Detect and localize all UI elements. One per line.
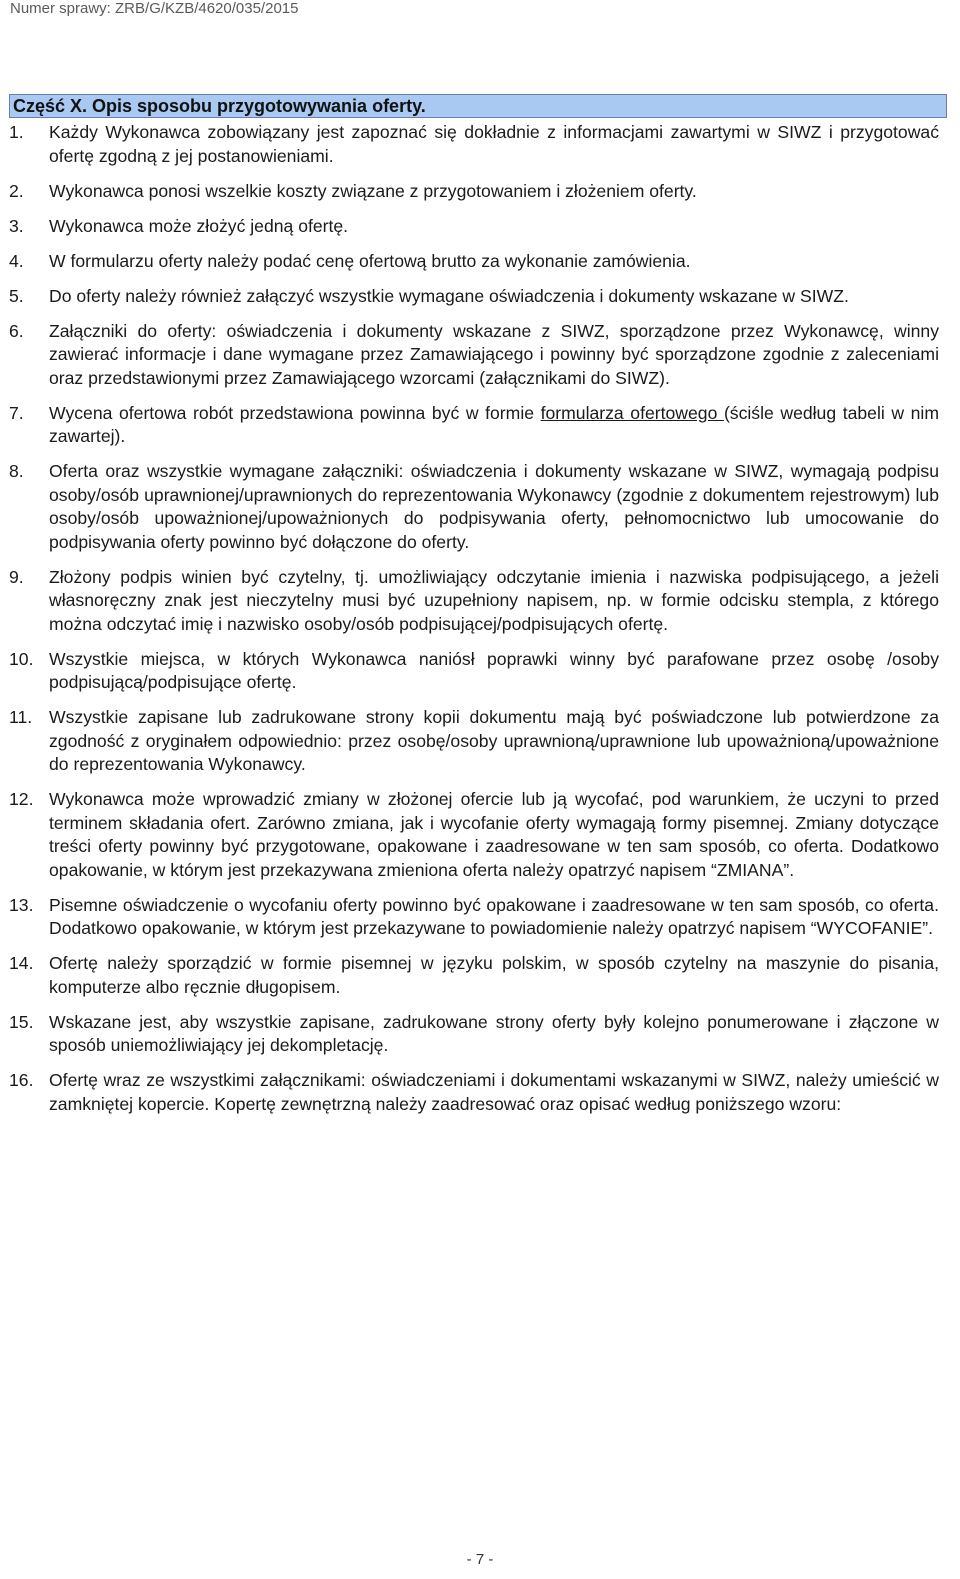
list-item [9,250,939,274]
item-number: 10. [9,648,34,669]
section-title: Część X. Opis sposobu przygotowywania oferty. [9,94,947,118]
item-number: 7. [9,402,24,423]
item-number: 6. [9,320,24,341]
list-item [9,320,939,391]
item-number: 13. [9,894,34,915]
item-text: Wykonawca ponosi wszelkie koszty związane z przygotowaniem i złożeniem oferty. [49,180,697,201]
list-item [9,1069,939,1116]
item-text: Złożony podpis winien być czytelny, tj. umożliwiający odczytanie imienia i nazwiska podpisującego, a jeżeli własnoręczny znak jest nieczytelny musi być uzupełniony napisem, np. w formie odcisku stempla, z którego można odczytać imię i nazwisko osoby/osób podpisującej/podpisujących ofertę. [49,566,939,634]
list-item [9,952,939,999]
item-number: 9. [9,566,24,587]
item-number: 15. [9,1011,34,1032]
list-item [9,285,939,309]
list-item [9,402,939,449]
item-text: Wskazane jest, aby wszystkie zapisane, zadrukowane strony oferty były kolejno ponumerowane i złączone w sposób uniemożliwiający jej dekompletację. [49,1011,939,1055]
item-text: Wszystkie miejsca, w których Wykonawca naniósł poprawki winny być parafowane przez osobę /osoby podpisującą/podpisujące ofertę. [49,648,939,692]
item-number: 14. [9,953,34,973]
list-item [9,788,939,882]
item-text-before: Wycena ofertowa robót przedstawiona powinna być w formie [49,402,541,423]
item-text: Ofertę należy sporządzić w formie pisemnej w języku polskim, w sposób czytelny na maszynie do pisania, komputerze albo ręcznie długopisem. [49,953,939,997]
item-text: Pisemne oświadczenie o wycofaniu oferty powinno być opakowane i zaadresowane w ten sam sposób, co oferta. Dodatkowo opakowanie, w którym jest przekazywane to powiadomienie należy opatrzyć napisem “WYCOFANIE”. [49,894,939,938]
item-text: Ofertę wraz ze wszystkimi załącznikami: oświadczeniami i dokumentami wskazanymi w SIWZ, należy umieścić w zamkniętej kopercie. Kopertę zewnętrzną należy zaadresować oraz opisać według poniższego wzoru: [49,1070,939,1114]
list-item [9,1011,939,1058]
instructions-list [9,121,939,1128]
list-item [9,566,939,637]
item-number: 8. [9,461,24,481]
item-text [49,402,939,449]
item-text: Załączniki do oferty: oświadczenia i dokumenty wskazane z SIWZ, sporządzone przez Wykonawcę, winny zawierać informacje i dane wymagane przez Zamawiającego i powinny być sporządzone zgodnie z zaleceniami oraz przedstawionymi przez Zamawiającego wzorcami (załącznikami do SIWZ). [49,320,939,388]
list-item [9,894,939,941]
list-item [9,121,939,168]
item-text: Wykonawca może wprowadzić zmiany w złożonej ofercie lub ją wycofać, pod warunkiem, że uczyni to przed terminem składania ofert. Zarówno zmiana, jak i wycofanie oferty wymagają formy pisemnej. Zmiany dotyczące treści oferty powinny być przygotowane, opakowane i zaadresowane w ten sam sposób, co oferta. Dodatkowo opakowanie, w którym jest przekazywana zmieniona oferta należy opatrzyć napisem “ZMIANA”. [49,789,939,880]
item-text: Wykonawca może złożyć jedną ofertę. [49,215,349,236]
case-number: Numer sprawy: ZRB/G/KZB/4620/035/2015 [10,0,299,17]
list-item [9,648,939,695]
offer-form-reference: formularza ofertowego [540,402,724,423]
item-number: 3. [9,215,24,236]
item-number: 5. [9,285,24,306]
item-text: Wszystkie zapisane lub zadrukowane strony kopii dokumentu mają być poświadczone lub potwierdzone za zgodność z oryginałem odpowiednio: przez osobę/osoby uprawnioną/uprawnione lub upoważnioną/upoważnione do reprezentowania Wykonawcy. [49,707,939,774]
item-number: 11. [9,707,33,727]
item-text: Każdy Wykonawca zobowiązany jest zapoznać się dokładnie z informacjami zawartymi w SIWZ i przygotować ofertę zgodną z jej postanowieniami. [49,122,939,166]
item-number: 4. [9,250,24,271]
item-text-after: (ściśle według tabeli w nim zawartej). [49,402,939,446]
item-number: 16. [9,1070,34,1090]
item-text: Oferta oraz wszystkie wymagane załączniki: oświadczenia i dokumenty wskazane w SIWZ, wymagają podpisu osoby/osób uprawnionej/uprawnionych do reprezentowania Wykonawcy (zgodnie z dokumentem rejestrowym) lub osoby/osób upoważnionej/upoważnionych do podpisywania oferty, pełnomocnictwo lub umocowanie do podpisywania oferty powinno być dołączone do oferty. [49,461,939,552]
item-number: 2. [9,180,24,201]
list-item [9,460,939,554]
item-number: 12. [9,789,34,809]
item-text: W formularzu oferty należy podać cenę ofertową brutto za wykonanie zamówienia. [49,250,691,271]
list-item [9,180,939,204]
list-item [9,215,939,239]
item-text: Do oferty należy również załączyć wszystkie wymagane oświadczenia i dokumenty wskazane w SIWZ. [49,285,849,306]
list-item [9,706,939,777]
item-number: 1. [9,122,24,142]
page-number: - 7 - [466,1551,494,1568]
